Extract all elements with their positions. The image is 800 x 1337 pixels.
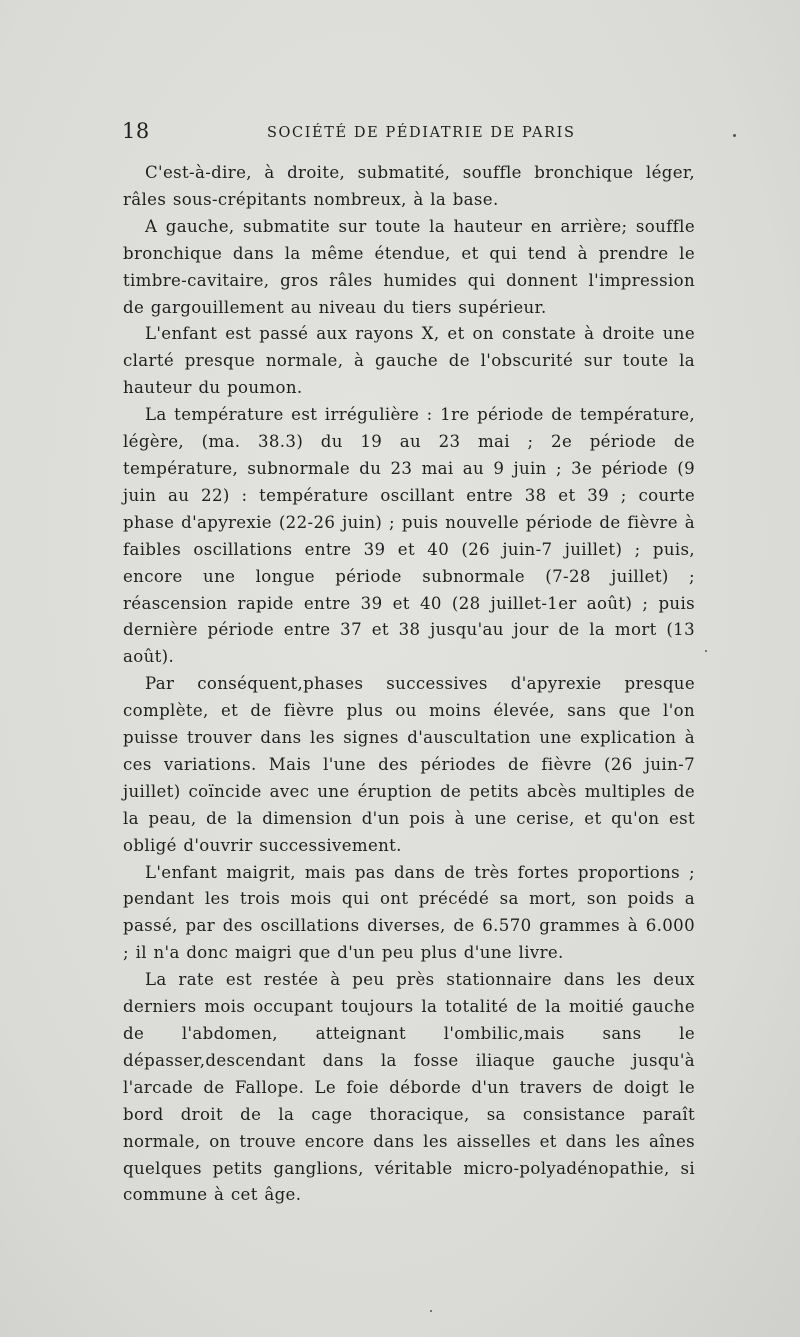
paragraph: A gauche, submatite sur toute la hauteur en arrière; souffle bronchique dans la même étendue, et qui tend à prendre le timbre-cavitaire, gros râles humides qui donnent l'impression de gargouillement au niveau du tiers supérieur. <box>123 216 695 317</box>
paragraph: C'est-à-dire, à droite, submatité, souffle bronchique léger, râles sous-crépitants nombreux, à la base. <box>123 163 695 209</box>
running-title: SOCIÉTÉ DE PÉDIATRIE DE PARIS <box>267 125 576 141</box>
paragraph: Par conséquent,phases successives d'apyrexie presque complète, et de fièvre plus ou moins élevée, sans que l'on puisse trouver dans les signes d'auscultation une explication à ces variations. Mais l'une des périodes de fièvre (26 juin-7 juillet) coïncide avec une éruption de petits abcès multiples de la peau, de la dimension d'un pois à une cerise, et qu'on est obligé d'ouvrir successivement. <box>123 674 695 855</box>
page-number: 18 <box>122 119 150 143</box>
print-speck <box>705 650 707 652</box>
print-speck <box>430 1310 432 1312</box>
paragraph: L'enfant maigrit, mais pas dans de très fortes proportions ; pendant les trois mois qui ont précédé sa mort, son poids a passé, par des oscillations diverses, de 6.570 grammes à 6.000 ; il n'a donc maigri que d'un peu plus d'une livre. <box>123 862 695 963</box>
print-speck <box>733 134 736 137</box>
paragraph: L'enfant est passé aux rayons X, et on constate à droite une clarté presque normale, à gauche de l'obscurité sur toute la hauteur du poumon. <box>123 324 695 398</box>
paragraph: La rate est restée à peu près stationnaire dans les deux derniers mois occupant toujours la totalité de la moitié gauche de l'abdomen, atteignant l'ombilic,mais sans le dépasser,descendant dans la fosse iliaque gauche jusqu'à l'arcade de Fallope. Le foie déborde d'un travers de doigt le bord droit de la cage thoracique, sa consistance paraît normale, on trouve encore dans les aisselles et dans les aînes quelques petits ganglions, véritable micro-polyadénopathie, si commune à cet âge. <box>123 970 695 1205</box>
body-text <box>123 160 695 1209</box>
page-header <box>122 119 702 149</box>
paragraph: La température est irrégulière : 1re période de température, légère, (ma. 38.3) du 19 au 23 mai ; 2e période de température, subnormale du 23 mai au 9 juin ; 3e période (9 juin au 22) : température oscillant entre 38 et 39 ; courte phase d'apyrexie (22-26 juin) ; puis nouvelle période de fièvre à faibles oscillations entre 39 et 40 (26 juin-7 juillet) ; puis, encore une longue période subnormale (7-28 juillet) ; réascension rapide entre 39 et 40 (28 juillet-1er août) ; puis dernière période entre 37 et 38 jusqu'au jour de la mort (13 août). <box>123 405 695 667</box>
